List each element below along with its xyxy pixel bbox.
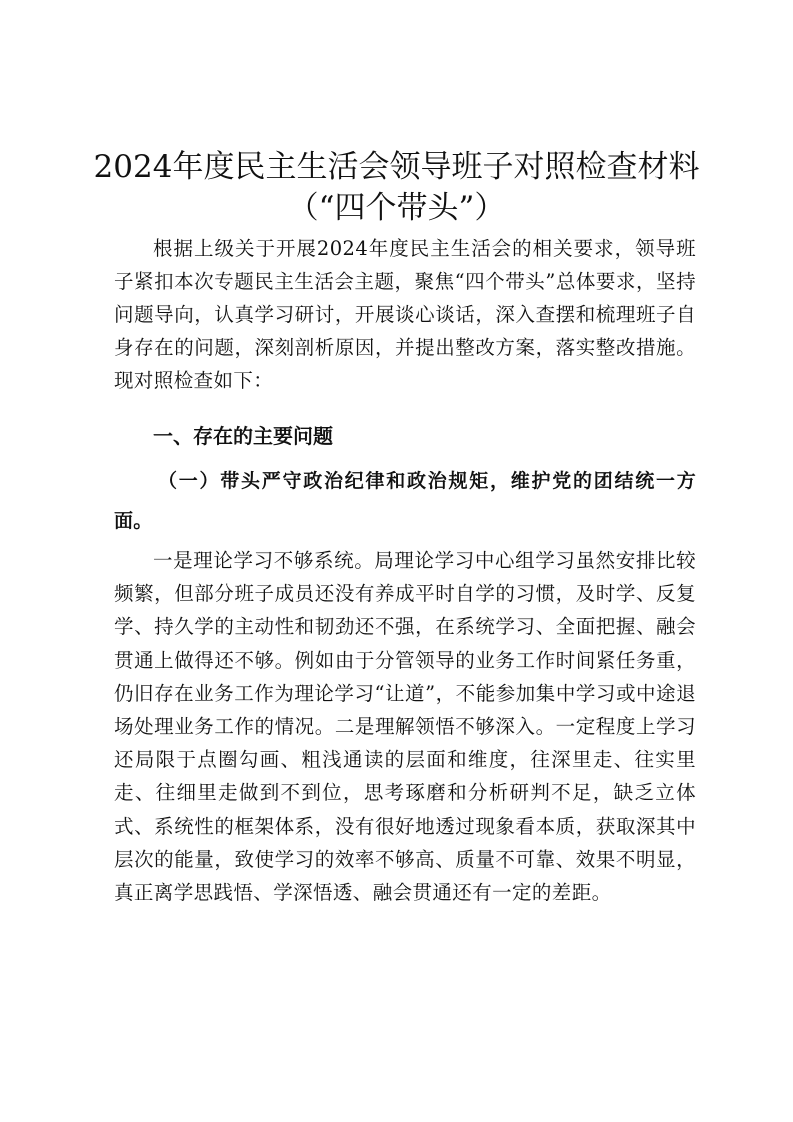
document-title: 2024年度民主生活会领导班子对照检查材料	[93, 149, 700, 185]
subsection-heading: （一）带头严守政治纪律和政治规矩，维护党的团结统一方面。	[114, 470, 696, 532]
document-subtitle: （“四个带头”）	[287, 190, 506, 226]
section-heading: 一、存在的主要问题	[153, 424, 333, 448]
body-paragraph: 一是理论学习不够系统。局理论学习中心组学习虽然安排比较频繁，但部分班子成员还没有养成平时自学的习惯，及时学、反复学、持久学的主动性和韧劲还不强，在系统学习、全面把握、融会贯通上做得还不够。例如由于分管领导的业务工作时间紧任务重，仍旧存在业务工作为理论学习“让道”，不能参加集中学习或中途退场处理业务工作的情况。二是理解领悟不够深入。一定程度上学习还局限于点圈勾画、粗浅通读的层面和维度，往深里走、往实里走、往细里走做到不到位，思考琢磨和分析研判不足，缺乏立体式、系统性的框架体系，没有很好地透过现象看本质，获取深其中层次的能量，致使学习的效率不够高、质量不可靠、效果不明显，真正离学思践悟、学深悟透、融会贯通还有一定的差距。	[114, 549, 696, 905]
intro-paragraph: 根据上级关于开展2024年度民主生活会的相关要求，领导班子紧扣本次专题民主生活会主题，聚焦“四个带头”总体要求，坚持问题导向，认真学习研讨，开展谈心谈话，深入查摆和梳理班子自身存在的问题，深刻剖析原因，并提出整改方案，落实整改措施。现对照检查如下：	[114, 237, 696, 392]
